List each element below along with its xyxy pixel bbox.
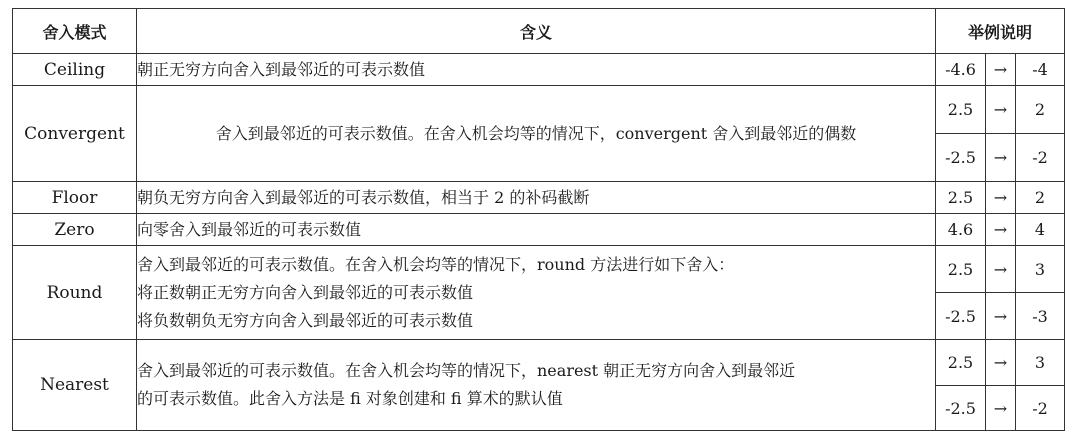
example-output: -3 <box>1016 293 1065 340</box>
example-input: -4.6 <box>936 54 986 86</box>
mode-convergent: Convergent <box>13 86 137 182</box>
example-input: 4.6 <box>936 214 986 246</box>
example-output: 2 <box>1016 182 1065 214</box>
meaning-line: 将正数朝正无穷方向舍入到最邻近的可表示数值 <box>137 282 474 302</box>
meaning-line: 将负数朝负无穷方向舍入到最邻近的可表示数值 <box>137 310 474 330</box>
header-example: 举例说明 <box>936 9 1065 54</box>
rounding-table-container <box>12 8 1065 431</box>
example-input: 2.5 <box>936 340 986 386</box>
arrow-icon: → <box>986 182 1016 214</box>
mode-nearest: Nearest <box>13 340 137 431</box>
mode-ceiling: Ceiling <box>13 54 137 86</box>
arrow-icon: → <box>986 54 1016 86</box>
meaning-convergent: 舍入到最邻近的可表示数值。在舍入机会均等的情况下，convergent 舍入到最邻近的偶数 <box>137 86 936 182</box>
arrow-icon: → <box>986 134 1016 182</box>
example-output: 3 <box>1016 246 1065 293</box>
meaning-line: 舍入到最邻近的可表示数值。在舍入机会均等的情况下，round 方法进行如下舍入： <box>137 254 735 274</box>
meaning-nearest <box>137 340 936 431</box>
table-row <box>13 54 1065 86</box>
mode-round: Round <box>13 246 137 340</box>
arrow-icon: → <box>986 293 1016 340</box>
meaning-zero: 向零舍入到最邻近的可表示数值 <box>137 214 936 246</box>
arrow-icon: → <box>986 246 1016 293</box>
table-row <box>13 246 1065 293</box>
table-row <box>13 182 1065 214</box>
arrow-icon: → <box>986 386 1016 431</box>
example-output: -2 <box>1016 386 1065 431</box>
example-input: 2.5 <box>936 182 986 214</box>
meaning-round <box>137 246 936 340</box>
table-header-row <box>13 9 1065 54</box>
table-row <box>13 340 1065 386</box>
example-input: 2.5 <box>936 246 986 293</box>
example-output: -4 <box>1016 54 1065 86</box>
meaning-floor: 朝负无穷方向舍入到最邻近的可表示数值，相当于 2 的补码截断 <box>137 182 936 214</box>
table-row <box>13 214 1065 246</box>
example-input: -2.5 <box>936 293 986 340</box>
mode-zero: Zero <box>13 214 137 246</box>
example-input: -2.5 <box>936 386 986 431</box>
arrow-icon: → <box>986 340 1016 386</box>
example-input: -2.5 <box>936 134 986 182</box>
rounding-modes-table <box>12 8 1065 431</box>
meaning-ceiling: 朝正无穷方向舍入到最邻近的可表示数值 <box>137 54 936 86</box>
meaning-line: 舍入到最邻近的可表示数值。在舍入机会均等的情况下，nearest 朝正无穷方向舍入到最邻近 <box>137 361 796 380</box>
example-output: 3 <box>1016 340 1065 386</box>
example-input: 2.5 <box>936 86 986 134</box>
arrow-icon: → <box>986 86 1016 134</box>
mode-floor: Floor <box>13 182 137 214</box>
header-mode: 舍入模式 <box>13 9 137 54</box>
example-output: -2 <box>1016 134 1065 182</box>
meaning-line: 的可表示数值。此舍入方法是 fi 对象创建和 fi 算术的默认值 <box>137 389 563 408</box>
example-output: 4 <box>1016 214 1065 246</box>
table-row <box>13 86 1065 134</box>
arrow-icon: → <box>986 214 1016 246</box>
example-output: 2 <box>1016 86 1065 134</box>
header-meaning: 含义 <box>137 9 936 54</box>
